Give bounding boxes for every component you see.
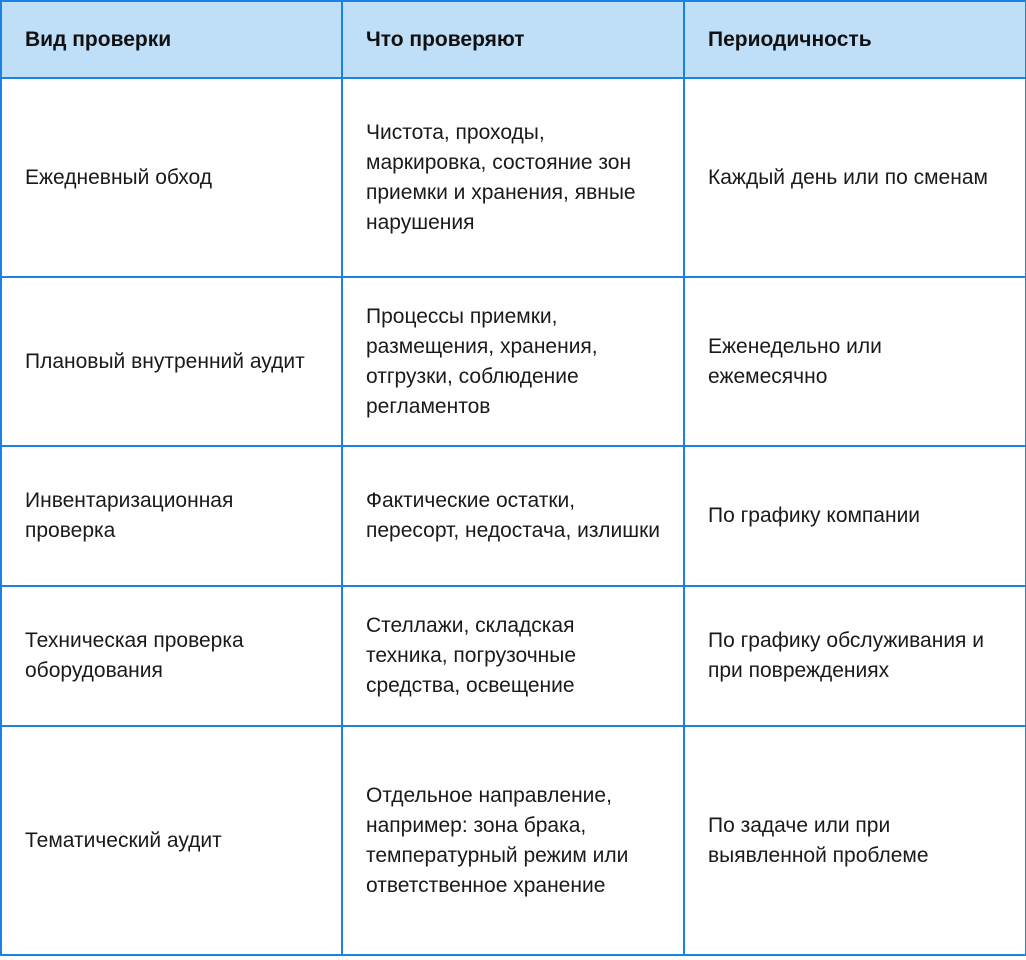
inspection-type-text: Техническая проверка оборудования (25, 629, 244, 682)
cell-frequency (684, 78, 1026, 277)
header-inspection-type: Вид проверки (1, 1, 342, 78)
cell-what-is-checked (342, 586, 684, 726)
frequency-text: По графику обслуживания и при повреждениях (708, 629, 984, 682)
table-row (1, 277, 1026, 446)
inspection-type-text: Тематический аудит (25, 828, 222, 852)
cell-inspection-type (1, 586, 342, 726)
header-frequency: Периодичность (684, 1, 1026, 78)
cell-inspection-type (1, 726, 342, 955)
inspection-type-text: Ежедневный обход (25, 165, 212, 189)
table-row (1, 446, 1026, 586)
table-row (1, 586, 1026, 726)
cell-inspection-type (1, 277, 342, 446)
header-what-is-checked: Что проверяют (342, 1, 684, 78)
what-is-checked-text: Процессы приемки, размещения, хранения, отгрузки, соблюдение регламентов (366, 304, 598, 418)
frequency-text: Каждый день или по сменам (708, 165, 988, 189)
cell-what-is-checked (342, 277, 684, 446)
cell-frequency (684, 586, 1026, 726)
what-is-checked-text: Стеллажи, складская техника, погрузочные средства, освещение (366, 614, 576, 697)
inspection-type-text: Плановый внутренний аудит (25, 349, 305, 373)
frequency-text: По графику компании (708, 504, 921, 527)
cell-frequency (684, 726, 1026, 955)
cell-inspection-type (1, 446, 342, 586)
table-row (1, 78, 1026, 277)
frequency-text: Еженедельно или ежемесячно (708, 334, 882, 388)
table-header (1, 1, 1026, 78)
cell-what-is-checked (342, 446, 684, 586)
what-is-checked-text: Отдельное направление, например: зона брака, температурный режим или ответственное хранение (366, 783, 629, 897)
cell-what-is-checked (342, 726, 684, 955)
frequency-text: По задаче или при выявленной проблеме (708, 813, 929, 867)
table-row (1, 726, 1026, 955)
cell-what-is-checked (342, 78, 684, 277)
cell-frequency (684, 277, 1026, 446)
cell-frequency (684, 446, 1026, 586)
table-body (1, 78, 1026, 955)
header-row (1, 1, 1026, 78)
cell-inspection-type (1, 78, 342, 277)
what-is-checked-text: Чистота, проходы, маркировка, состояние зон приемки и хранения, явные нарушения (366, 120, 636, 234)
what-is-checked-text: Фактические остатки, пересорт, недостача, излишки (366, 489, 661, 542)
inspection-type-text: Инвентаризационная проверка (25, 489, 234, 542)
